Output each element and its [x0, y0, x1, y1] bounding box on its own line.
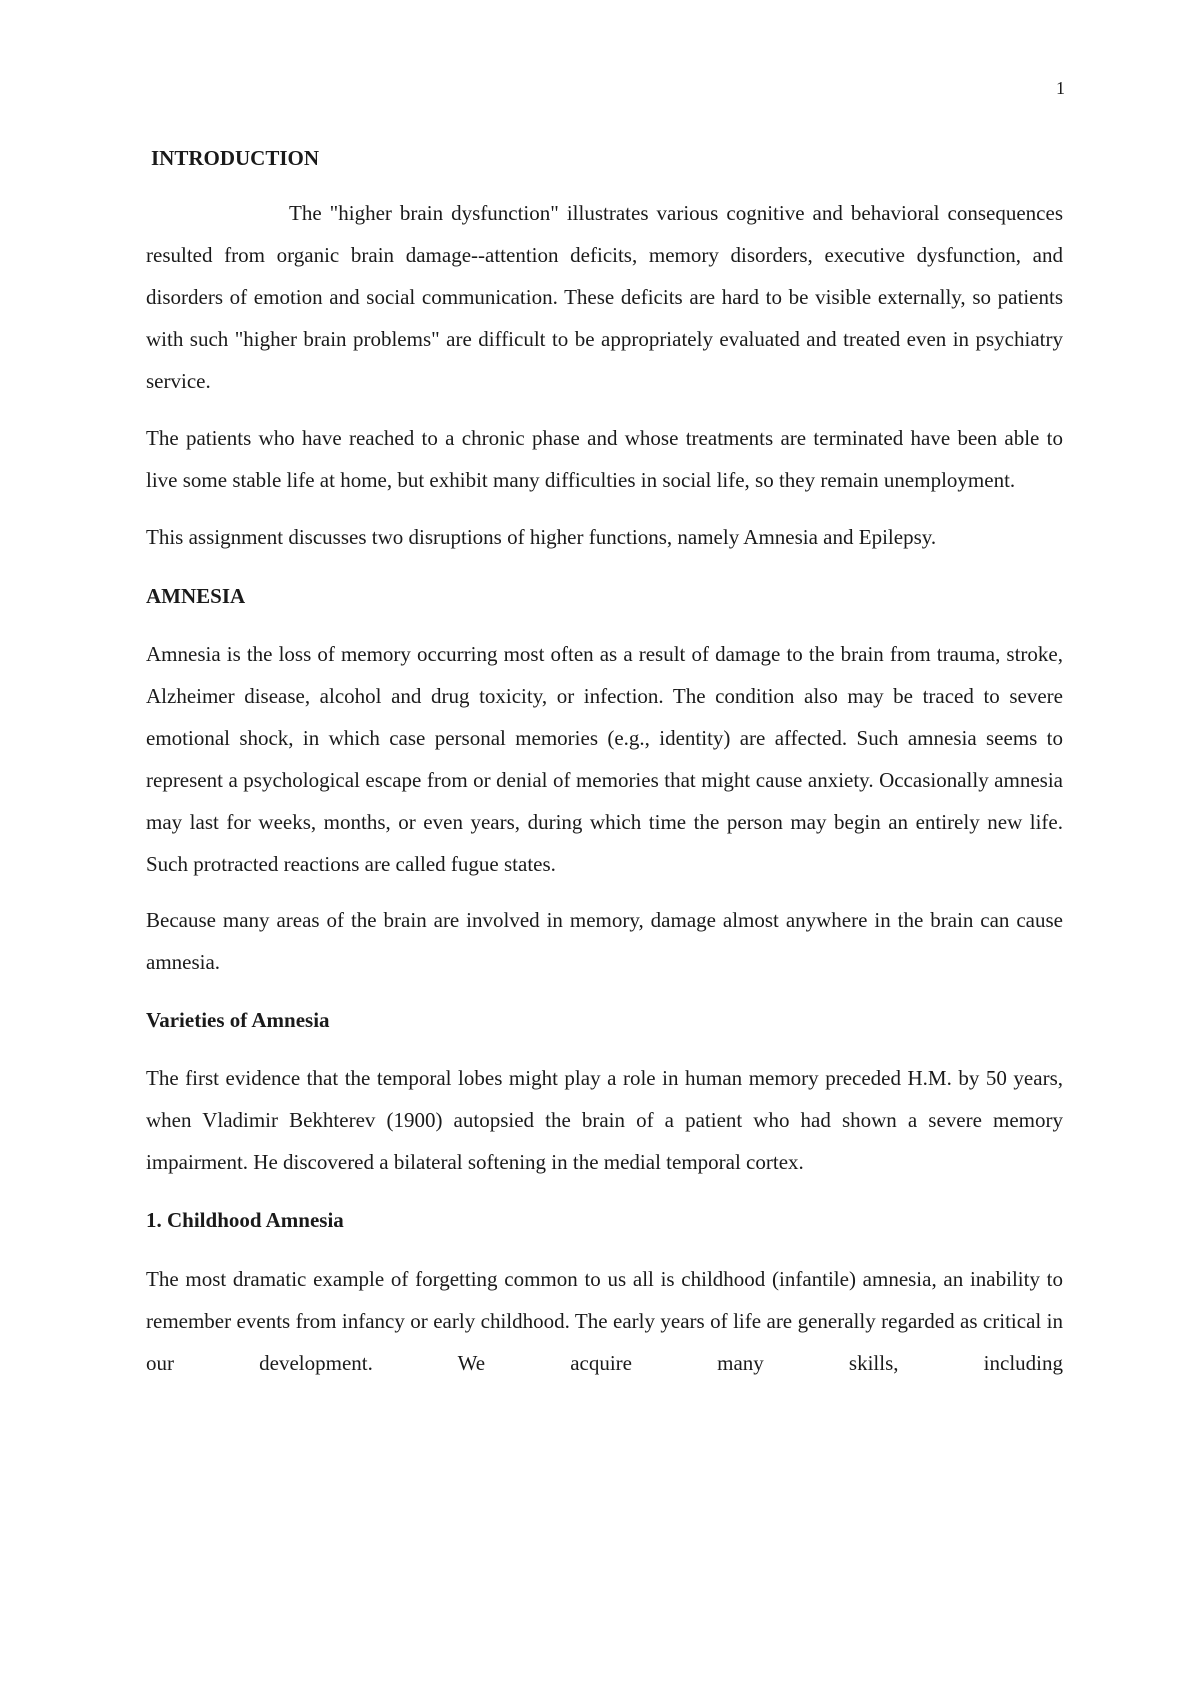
subsection-heading-varieties: Varieties of Amnesia: [146, 1008, 330, 1032]
paragraph: The patients who have reached to a chronic phase and whose treatments are terminated have been able to live some stable life at home, but exhibit many difficulties in social life, so they remain unemployment.: [146, 426, 1063, 492]
subsection-heading-childhood-amnesia: 1. Childhood Amnesia: [146, 1208, 344, 1232]
paragraph: Amnesia is the loss of memory occurring most often as a result of damage to the brain from trauma, stroke, Alzheimer disease, alcohol and drug toxicity, or infection. The condition also may be traced to severe emotional shock, in which case personal memories (e.g., identity) are affected. Such amnesia seems to represent a psychological escape from or denial of memories that might cause anxiety. Occasionally amnesia may last for weeks, months, or even years, during which time the person may begin an entirely new life. Such protracted reactions are called fugue states.: [146, 642, 1063, 876]
page-number: 1: [1056, 78, 1065, 98]
paragraph: The most dramatic example of forgetting common to us all is childhood (infantile) amnesia, an inability to remember events from infancy or early childhood. The early years of life are generally regarded as critical in our development. We acquire many skills, including: [146, 1267, 1063, 1375]
section-heading-introduction: INTRODUCTION: [151, 146, 320, 170]
paragraph: Because many areas of the brain are involved in memory, damage almost anywhere in the brain can cause amnesia.: [146, 908, 1063, 974]
document-body: [146, 143, 1063, 1384]
paragraph: The "higher brain dysfunction" illustrates various cognitive and behavioral consequences resulted from organic brain damage--attention deficits, memory disorders, executive dysfunction, and disorders of emotion and social communication. These deficits are hard to be visible externally, so patients with such "higher brain problems" are difficult to be appropriately evaluated and treated even in psychiatry service.: [146, 201, 1063, 393]
section-heading-amnesia: AMNESIA: [146, 584, 246, 608]
paragraph: The first evidence that the temporal lobes might play a role in human memory preceded H.M. by 50 years, when Vladimir Bekhterev (1900) autopsied the brain of a patient who had shown a severe memory impairment. He discovered a bilateral softening in the medial temporal cortex.: [146, 1066, 1063, 1174]
paragraph: This assignment discusses two disruptions of higher functions, namely Amnesia and Epilepsy.: [146, 525, 937, 549]
